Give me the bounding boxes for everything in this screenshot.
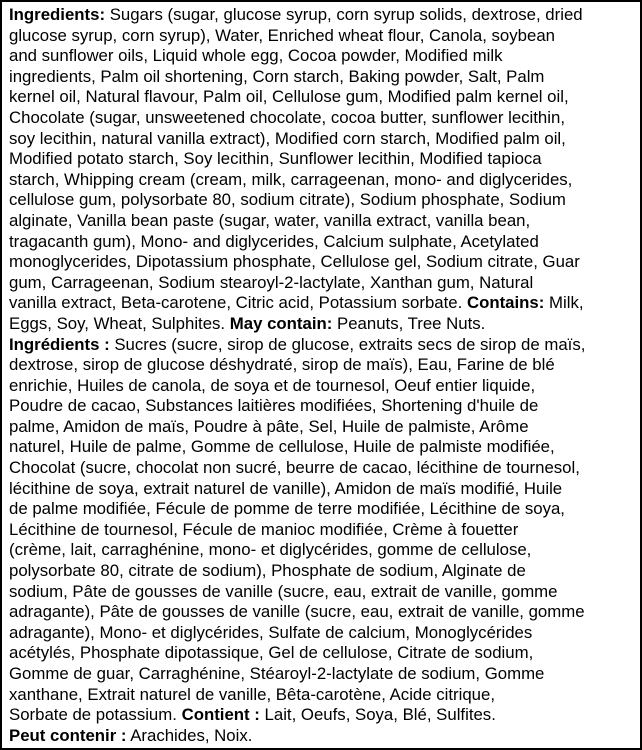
english-line-8: Modified potato starch, Soy lecithin, Sunflower lecithin, Modified tapioca	[9, 149, 542, 169]
english-may-contain-heading: May contain:	[229, 313, 333, 333]
french-last-ingredients: Sorbate de potassium.	[9, 705, 182, 725]
english-line-5: kernel oil, Natural flavour, Palm oil, Cellulose gum, Modified palm kernel oil,	[9, 87, 569, 107]
french-line-2: dextrose, sirop de glucose déshydraté, sirop de maïs), Eau, Farine de blé	[9, 355, 555, 375]
french-line-4: Poudre de cacao, Substances laitières modifiées, Shortening d'huile de	[9, 396, 539, 416]
french-line-19	[9, 705, 634, 726]
english-line-9: starch, Whipping cream (cream, milk, carrageenan, mono- and diglycerides,	[9, 169, 573, 189]
french-line-15: adragante), Mono- et diglycérides, Sulfate de calcium, Monoglycérides	[9, 622, 533, 642]
french-line-13: sodium, Pâte de gousses de vanille (sucre, eau, extrait de vanille, gomme	[9, 581, 558, 601]
french-line-3: enrichie, Huiles de canola, de soya et de tournesol, Oeuf entier liquide,	[9, 375, 536, 395]
french-line-9: de palme modifiée, Fécule de pomme de terre modifiée, Lécithine de soya,	[9, 499, 565, 519]
english-line-1	[9, 5, 634, 26]
french-line-17: Gomme de guar, Carraghénine, Stéaroyl-2-lactylate de sodium, Gomme	[9, 664, 545, 683]
english-line-10: cellulose gum, polysorbate 80, sodium citrate), Sodium phosphate, Sodium	[9, 190, 566, 210]
english-contains-heading: Contains:	[466, 293, 545, 313]
french-line-5: palme, Amidon de maïs, Poudre à pâte, Sel, Huile de palmiste, Arôme	[9, 416, 529, 436]
french-ingredients-heading: Ingrédients :	[9, 334, 110, 354]
french-may-contain-text: Arachides, Noix.	[126, 725, 253, 745]
french-contains-text: Lait, Oeufs, Soya, Blé, Sulfites.	[259, 705, 496, 725]
english-line-6: Chocolate (sugar, unsweetened chocolate, cocoa butter, sunflower lecithin,	[9, 107, 565, 127]
english-line-7: soy lecithin, natural vanilla extract), Modified corn starch, Modified palm oil,	[9, 128, 566, 148]
english-line-14: gum, Carrageenan, Sodium stearoyl-2-lactylate, Xanthan gum, Natural	[9, 272, 534, 292]
french-line-20	[9, 726, 634, 747]
english-line-3: and sunflower oils, Liquid whole egg, Cocoa powder, Modified milk	[9, 46, 503, 66]
french-line-11: (crème, lait, carraghénine, mono- et diglycérides, gomme de cellulose,	[9, 540, 532, 560]
english-last-ingredients: vanilla extract, Beta-carotene, Citric acid, Potassium sorbate.	[9, 293, 467, 313]
english-line-4: ingredients, Palm oil shortening, Corn starch, Baking powder, Salt, Palm	[9, 66, 545, 86]
english-ingredients-heading: Ingredients:	[9, 5, 106, 24]
french-line-14: adragante), Pâte de gousses de vanille (sucre, eau, extrait de vanille, gomme	[9, 602, 585, 622]
english-line-12: tragacanth gum), Mono- and diglycerides, Calcium sulphate, Acetylated	[9, 231, 539, 251]
english-ingredients-text: Sugars (sugar, glucose syrup, corn syrup solids, dextrose, dried	[105, 5, 583, 24]
french-line-1	[9, 335, 634, 356]
french-line-18: xanthane, Extrait naturel de vanille, Bêta-carotène, Acide citrique,	[9, 684, 496, 704]
french-line-6: naturel, Huile de palme, Gomme de cellulose, Huile de palmiste modifiée,	[9, 437, 555, 457]
french-contains-heading: Contient :	[181, 705, 260, 725]
french-line-10: Lécithine de tournesol, Fécule de manioc modifiée, Crème à fouetter	[9, 519, 519, 539]
french-line-16: acétylés, Phosphate dipotassique, Gel de cellulose, Citrate de sodium,	[9, 643, 534, 663]
english-line-2: glucose syrup, corn syrup), Water, Enriched wheat flour, Canola, soybean	[9, 25, 555, 45]
french-line-12: polysorbate 80, citrate de sodium), Phosphate de sodium, Alginate de	[9, 561, 526, 581]
english-line-13: monoglycerides, Dipotassium phosphate, Cellulose gel, Sodium citrate, Guar	[9, 252, 580, 272]
english-line-16	[9, 314, 634, 335]
french-line-8: lécithine de soya, extrait naturel de vanille), Amidon de maïs modifié, Huile	[9, 478, 563, 498]
french-ingredients-text: Sucres (sucre, sirop de glucose, extraits secs de sirop de maïs,	[109, 334, 586, 354]
french-line-7: Chocolat (sucre, chocolat non sucré, beurre de cacao, lécithine de tournesol,	[9, 458, 580, 478]
english-line-11: alginate, Vanilla bean paste (sugar, water, vanilla extract, vanilla bean,	[9, 210, 531, 230]
english-line-15	[9, 293, 634, 314]
english-may-contain-text: Peanuts, Tree Nuts.	[332, 313, 486, 333]
english-contains-text-a: Milk,	[544, 293, 584, 313]
english-contains-text-b: Eggs, Soy, Wheat, Sulphites.	[9, 313, 230, 333]
french-may-contain-heading: Peut contenir :	[9, 725, 127, 745]
